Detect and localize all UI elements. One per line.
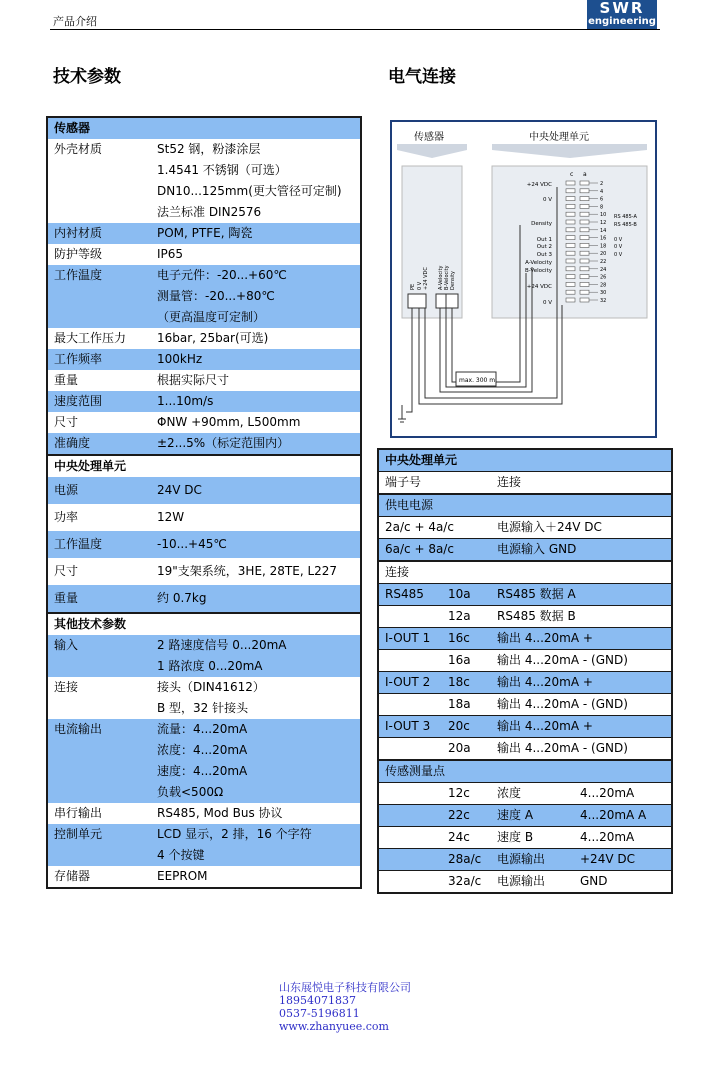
pe-wire [406,308,412,412]
pin-a-12 [580,220,589,224]
terminal-row [378,584,672,606]
spec-value [151,504,361,531]
pin-number: 24 [600,266,607,273]
terminal-row [378,539,672,562]
terminal-cell [378,783,442,805]
cpu-terminal-label: B-Velocity [524,268,552,274]
wiring-diagram [390,120,657,438]
spec-value [151,677,361,719]
pin-number: 14 [600,227,607,234]
spec-label: 电源 [47,477,151,504]
terminal-cell [378,849,442,871]
spec-row [47,412,361,433]
pin-a-8 [580,204,589,208]
terminal-cell: 电源输出 [491,871,574,894]
pin-a-28 [580,282,589,286]
spec-row [47,803,361,824]
spec-value-line: 16bar, 25bar(可选) [157,331,269,345]
pin-number: 8 [600,204,604,211]
terminal-row [378,606,672,628]
terminal-cell [378,650,442,672]
pin-a-26 [580,275,589,279]
terminal-cell: 电源输出 [491,849,574,871]
pin-c-24 [566,267,575,271]
pin-number: 28 [600,282,607,289]
spec-value-line: 流量：4...20mA [157,722,248,736]
pin-c-26 [566,275,575,279]
spec-row [47,531,361,558]
cpu-terminal-label: Out 2 [536,244,552,250]
spec-value-line: 电子元件：-20...+60℃ [157,268,287,282]
cpu-right-label: RS 485-B [614,222,637,228]
terminal-cell: GND [574,871,672,894]
pin-a-20 [580,251,589,255]
sensor-terminal-label: B-Velocity [444,265,450,290]
pin-number: 20 [600,251,607,258]
terminal-group-title: 传感测量点 [378,760,672,783]
spec-row [47,477,361,504]
spec-row [47,328,361,349]
spec-row [47,635,361,677]
cpu-right-label: 0 V [614,252,623,258]
cpu-label: 中央处理单元 [529,132,589,143]
page-header-title: 产品介绍 [53,15,97,28]
sensor-terminal-block-1 [408,294,426,308]
spec-value-line: 负载<500Ω [157,785,224,799]
terminal-cell: RS485 [378,584,442,606]
terminal-cell: I-OUT 3 [378,716,442,738]
cpu-right-label: 0 V [614,244,623,250]
spec-value-line: 接头（DIN41612） [157,680,265,694]
logo-bottom-text: engineering [588,16,656,27]
pin-number: 10 [600,212,607,219]
cpu-header-arrow [492,144,647,158]
spec-value-line: 1 路浓度 0...20mA [157,659,263,673]
spec-row [47,504,361,531]
terminal-cell: I-OUT 1 [378,628,442,650]
spec-label: 连接 [47,677,151,719]
pin-number: 18 [600,243,607,250]
spec-value [151,139,361,223]
spec-value-line: 24V DC [157,483,202,497]
terminal-row [378,672,672,694]
earth-ground-icon [398,405,406,422]
tech-params-table [46,116,362,889]
spec-section-title: 其他技术参数 [47,613,361,635]
spec-value-line: ±2...5%（标定范围内） [157,436,290,450]
terminal-cell: 电源输入 GND [491,539,672,562]
cpu-terminal-label: Out 3 [536,252,552,258]
terminal-cell: 16a [442,650,491,672]
spec-value [151,531,361,558]
terminal-row [378,650,672,672]
header-divider [50,29,660,30]
pin-a-32 [580,298,589,302]
spec-label: 尺寸 [47,558,151,585]
sensor-terminal-label: PE [410,283,416,290]
spec-label: 存储器 [47,866,151,888]
cpu-terminal-label: +24 VDC [526,284,552,290]
pin-a-10 [580,212,589,216]
terminal-cell: +24V DC [574,849,672,871]
pin-a-24 [580,267,589,271]
cable-length-label: max. 300 m [459,377,496,384]
terminal-cell: 输出 4...20mA + [491,716,672,738]
spec-value [151,558,361,585]
terminal-cell: 速度 A [491,805,574,827]
spec-value-line: 法兰标准 DIN2576 [157,205,262,219]
spec-value-line: POM, PTFE, 陶瓷 [157,226,253,240]
terminal-cell: 输出 4...20mA - (GND) [491,694,672,716]
pin-c-10 [566,212,575,216]
spec-label: 准确度 [47,433,151,455]
spec-label: 控制单元 [47,824,151,866]
terminal-row [378,871,672,894]
spec-value-line: EEPROM [157,869,208,883]
spec-label: 功率 [47,504,151,531]
footer-phone-mobile: 18954071837 [279,994,356,1007]
spec-row [47,866,361,888]
spec-value-line: （更高温度可定制） [157,310,266,324]
pin-c-22 [566,259,575,263]
cpu-terminal-label: A-Velocity [525,260,552,266]
tech-params-title: 技术参数 [53,67,121,87]
sensor-label: 传感器 [414,132,444,143]
spec-value-line: -10...+45℃ [157,537,227,551]
column-c-label: c [570,171,574,178]
cpu-terminal-label: 0 V [542,300,552,306]
spec-row [47,391,361,412]
spec-value-line: 速度：4...20mA [157,764,248,778]
spec-label: 输入 [47,635,151,677]
cpu-terminal-label: 0 V [542,197,552,203]
spec-label: 工作频率 [47,349,151,370]
pin-c-8 [566,204,575,208]
terminal-cell: 2a/c + 4a/c [378,517,491,539]
pin-c-20 [566,251,575,255]
sensor-terminal-block-3 [446,294,458,308]
pin-c-16 [566,236,575,240]
terminal-cell: 22c [442,805,491,827]
pin-c-14 [566,228,575,232]
terminal-cell [378,871,442,894]
company-logo [587,0,657,29]
terminal-cell: 16c [442,628,491,650]
spec-value [151,265,361,328]
spec-label: 重量 [47,585,151,613]
spec-value-line: ΦNW +90mm, L500mm [157,415,301,429]
sensor-terminal-label: 0 V [417,281,423,290]
pin-number: 30 [600,290,607,297]
spec-section-header [47,117,361,139]
pin-c-6 [566,197,575,201]
terminal-cell: 10a [442,584,491,606]
spec-row [47,824,361,866]
spec-section-title: 中央处理单元 [47,455,361,477]
spec-value-line: St52 钢，粉漆涂层 [157,142,261,156]
spec-value [151,433,361,455]
terminal-cell: 4...20mA [574,827,672,849]
terminal-cell: 28a/c [442,849,491,871]
spec-value-line: 100kHz [157,352,203,366]
terminal-cell: 速度 B [491,827,574,849]
terminal-cell: 20c [442,716,491,738]
terminal-group-title: 中央处理单元 [378,449,672,472]
cpu-right-label: RS 485-A [614,214,637,220]
pin-number: 12 [600,220,607,226]
spec-value [151,635,361,677]
terminal-cell: 20a [442,738,491,761]
spec-label: 防护等级 [47,244,151,265]
logo-top-text: SWR [599,0,645,17]
spec-row [47,139,361,223]
spec-row [47,558,361,585]
terminal-row [378,716,672,738]
spec-value-line: LCD 显示，2 排，16 个字符 [157,827,312,841]
terminal-row [378,561,672,584]
spec-value [151,477,361,504]
spec-label: 尺寸 [47,412,151,433]
spec-value-line: DN10...125mm(更大管径可定制) [157,184,342,198]
spec-value [151,328,361,349]
spec-row [47,349,361,370]
sensor-header-arrow [397,144,467,158]
spec-value-line: 1...10m/s [157,394,214,408]
spec-value-line: 1.4541 不锈钢（可选） [157,163,287,177]
spec-label: 内衬材质 [47,223,151,244]
terminal-cell: 12a [442,606,491,628]
terminal-row [378,827,672,849]
terminal-group-title: 供电电源 [378,494,672,517]
terminal-cell: 输出 4...20mA - (GND) [491,738,672,761]
spec-value [151,719,361,803]
pin-c-12 [566,220,575,224]
footer-contact [279,981,411,1033]
pin-a-18 [580,243,589,247]
spec-row [47,223,361,244]
spec-value [151,412,361,433]
terminal-cell: 6a/c + 8a/c [378,539,491,562]
terminal-cell [378,606,442,628]
spec-value-line: IP65 [157,247,184,261]
spec-value [151,391,361,412]
pin-a-14 [580,228,589,232]
pin-a-4 [580,189,589,193]
spec-value [151,866,361,888]
footer-phone-landline: 0537-5196811 [279,1007,360,1020]
terminal-cell: I-OUT 2 [378,672,442,694]
spec-value-line: B 型，32 针接头 [157,701,249,715]
pin-c-28 [566,282,575,286]
terminal-cell [378,827,442,849]
pin-number: 6 [600,196,604,203]
terminal-row [378,694,672,716]
spec-row [47,244,361,265]
terminal-group-title: 连接 [378,561,672,584]
column-a-label: a [583,171,587,178]
spec-row [47,585,361,613]
terminal-row [378,760,672,783]
spec-section-title: 传感器 [47,117,361,139]
spec-value-line: 浓度：4...20mA [157,743,248,757]
spec-value-line: 约 0.7kg [157,591,207,605]
pin-a-6 [580,197,589,201]
spec-label: 速度范围 [47,391,151,412]
sensor-terminal-label: A-Velocity [438,265,444,290]
terminal-cell [378,738,442,761]
spec-label: 串行输出 [47,803,151,824]
cpu-right-label: 0 V [614,237,623,243]
spec-label: 工作温度 [47,531,151,558]
spec-label: 工作温度 [47,265,151,328]
sensor-terminal-label: Density [450,270,456,290]
terminal-row [378,805,672,827]
terminal-cell: 4...20mA [574,783,672,805]
pin-number: 26 [600,274,607,281]
spec-value-line: 4 个按键 [157,848,205,862]
spec-label: 重量 [47,370,151,391]
terminal-row [378,849,672,871]
spec-label: 外壳材质 [47,139,151,223]
spec-value-line: 19"支架系统，3HE, 28TE, L227 [157,564,338,578]
sensor-terminal-label: +24 VDC [423,267,429,290]
terminal-table [377,448,673,894]
spec-row [47,677,361,719]
wiring-diagram-svg [392,122,655,436]
terminal-cell: 连接 [491,472,672,495]
pin-number: 2 [600,181,604,187]
footer-website[interactable]: www.zhanyuee.com [279,1020,389,1033]
pin-a-2 [580,181,589,185]
spec-row [47,265,361,328]
terminal-cell: 12c [442,783,491,805]
terminal-row [378,628,672,650]
spec-value-line: RS485, Mod Bus 协议 [157,806,283,820]
terminal-cell: 端子号 [378,472,491,495]
spec-value [151,244,361,265]
terminal-cell [378,694,442,716]
pin-a-22 [580,259,589,263]
spec-row [47,370,361,391]
pin-c-32 [566,298,575,302]
cpu-terminal-label: +24 VDC [526,182,552,188]
pin-number: 22 [600,259,607,265]
pin-number: 16 [600,235,607,242]
terminal-cell: 18c [442,672,491,694]
spec-row [47,433,361,455]
terminal-cell: 浓度 [491,783,574,805]
pin-c-4 [566,189,575,193]
terminal-cell: 24c [442,827,491,849]
terminal-row [378,472,672,495]
pin-number: 4 [600,188,604,195]
terminal-cell: 输出 4...20mA - (GND) [491,650,672,672]
spec-label: 最大工作压力 [47,328,151,349]
terminal-row [378,738,672,761]
terminal-cell: 输出 4...20mA + [491,672,672,694]
spec-value [151,223,361,244]
terminal-row [378,449,672,472]
spec-value [151,370,361,391]
spec-value-line: 2 路速度信号 0...20mA [157,638,287,652]
spec-value [151,803,361,824]
spec-value [151,824,361,866]
footer-company: 山东展悦电子科技有限公司 [279,981,411,994]
terminal-cell: RS485 数据 B [491,606,672,628]
terminal-cell: RS485 数据 A [491,584,672,606]
cpu-terminal-label: Density [531,221,552,227]
pin-number: 32 [600,298,607,304]
pin-a-16 [580,236,589,240]
terminal-cell: 18a [442,694,491,716]
spec-value [151,585,361,613]
pin-c-2 [566,181,575,185]
terminal-cell: 32a/c [442,871,491,894]
spec-value-line: 12W [157,510,185,524]
cpu-terminal-label: Out 1 [536,237,552,243]
pin-a-30 [580,290,589,294]
spec-label: 电流输出 [47,719,151,803]
terminal-cell: 电源输入＋24V DC [491,517,672,539]
pin-c-30 [566,290,575,294]
spec-value [151,349,361,370]
terminal-cell: 输出 4...20mA + [491,628,672,650]
spec-section-header [47,455,361,477]
terminal-row [378,494,672,517]
terminal-cell: 4...20mA A [574,805,672,827]
spec-row [47,719,361,803]
spec-value-line: 测量管：-20...+80℃ [157,289,275,303]
spec-value-line: 根据实际尺寸 [157,373,230,387]
terminal-row [378,783,672,805]
pin-c-18 [566,243,575,247]
spec-section-header [47,613,361,635]
terminal-row [378,517,672,539]
terminal-cell [378,805,442,827]
electrical-connection-title: 电气连接 [388,67,456,87]
